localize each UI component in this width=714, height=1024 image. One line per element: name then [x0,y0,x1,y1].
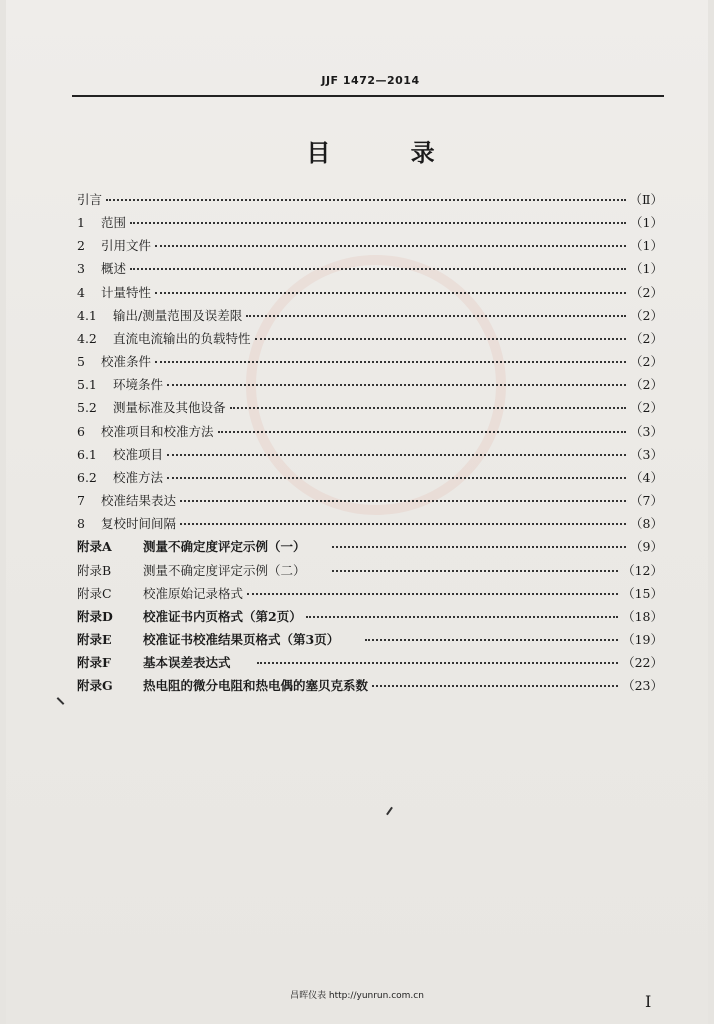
toc-entry-label: 校准方法 [113,469,164,485]
toc-entry-number: 4 [77,284,85,300]
toc-entry-title [77,213,126,231]
toc-entry-page: （2） [630,377,663,393]
toc-entry [77,468,663,491]
toc-entry [77,445,663,468]
toc-entry [77,537,663,560]
toc-entry [77,514,663,537]
toc-entry [77,283,663,306]
toc-entry-label: 引用文件 [101,238,152,254]
toc-entry-page: （22） [622,655,663,671]
toc-entry-number: 7 [77,493,85,509]
table-of-contents [77,190,663,699]
toc-entry-label: 热电阻的微分电阻和热电偶的塞贝克系数 [143,678,369,694]
toc-dot-leader [155,361,626,363]
toc-entry-page: （3） [630,446,663,462]
toc-entry-number: 附录D [77,608,113,624]
toc-entry-number: 附录A [77,539,112,555]
toc-entry-title [77,398,226,416]
toc-entry-page: （15） [622,585,663,601]
toc-entry-label: 直流电流输出的负载特性 [113,330,251,346]
toc-entry-title [77,607,302,625]
toc-entry-title [77,375,163,393]
toc-dot-leader [230,407,627,409]
toc-entry-page: （Ⅱ） [629,192,663,207]
toc-entry-page: （4） [630,469,663,485]
toc-entry-label: 范围 [101,215,127,231]
toc-entry [77,422,663,445]
toc-entry-page: （9） [630,539,663,555]
toc-entry [77,630,663,653]
toc-entry-page: （2） [630,400,663,416]
toc-entry-title [77,514,176,532]
toc-entry-page: （2） [630,330,663,346]
toc-entry-title [77,630,339,648]
toc-entry-title [77,236,151,254]
toc-dot-leader [255,338,627,340]
page-number: I [645,992,652,1011]
toc-dot-leader [180,500,626,502]
toc-entry-label: 基本误差表达式 [143,655,231,671]
toc-entry-label: 校准证书校准结果页格式（第3页） [143,631,340,647]
toc-dot-leader [332,570,619,572]
toc-dot-leader [306,616,618,618]
toc-entry-number: 5.1 [77,377,97,393]
toc-entry-number: 2 [77,238,85,254]
toc-entry-label: 校准条件 [101,354,152,370]
toc-entry-number: 附录G [77,678,113,694]
toc-entry-page: （2） [630,354,663,370]
page-title: 目 录 [306,138,471,167]
toc-entry-title [77,491,176,509]
toc-entry-number: 4.2 [77,330,97,346]
toc-dot-leader [257,662,619,664]
footer-url: 昌晖仪表 http://yunrun.com.cn [290,991,424,1001]
toc-entry-page: （23） [622,678,663,694]
toc-entry-number: 附录B [77,562,112,578]
toc-entry-title [77,352,151,370]
toc-entry-label: 测量标准及其他设备 [113,400,226,416]
toc-dot-leader [247,593,618,595]
toc-entry-label: 复校时间间隔 [101,516,177,532]
toc-dot-leader [167,384,626,386]
toc-entry-title [77,468,163,486]
toc-entry [77,213,663,236]
toc-entry [77,653,663,676]
toc-entry [77,676,663,699]
toc-dot-leader [372,685,618,687]
toc-entry [77,375,663,398]
toc-entry-page: （2） [630,284,663,300]
toc-entry-title [77,653,231,671]
toc-entry-title [77,445,163,463]
toc-entry-number: 附录E [77,631,112,647]
toc-entry-number: 5.2 [77,400,97,416]
toc-entry-title [77,329,251,347]
toc-dot-leader [167,454,626,456]
toc-entry-page: （18） [622,608,663,624]
toc-entry-label: 校准证书内页格式（第2页） [143,608,302,624]
toc-entry-label: 校准项目和校准方法 [101,423,214,439]
toc-entry [77,584,663,607]
toc-entry-number: 4.1 [77,307,97,323]
toc-entry-number: 8 [77,516,85,532]
toc-entry-number: 5 [77,354,85,370]
toc-entry-page: （8） [630,516,663,532]
toc-entry [77,398,663,421]
toc-entry-title [77,561,306,579]
toc-entry [77,607,663,630]
toc-entry [77,352,663,375]
toc-entry-title [77,584,243,602]
toc-dot-leader [246,315,626,317]
toc-entry-number: 3 [77,261,85,277]
toc-entry-label: 环境条件 [113,377,164,393]
toc-entry-title [77,306,242,324]
toc-entry-number: 附录C [77,585,112,601]
toc-entry-number: 附录F [77,655,111,671]
toc-dot-leader [155,292,626,294]
toc-entry-page: （2） [630,307,663,323]
toc-dot-leader [218,431,627,433]
toc-entry-page: （1） [630,261,663,277]
toc-entry-title [77,537,306,555]
toc-entry-number: 6.1 [77,446,97,462]
toc-entry-label: 校准原始记录格式 [143,585,244,601]
header-divider [72,95,664,97]
toc-entry-number: 6.2 [77,469,97,485]
toc-entry [77,329,663,352]
toc-entry-page: （3） [630,423,663,439]
toc-entry-label: 引言 [77,192,103,207]
toc-entry-title [77,676,368,694]
toc-entry [77,259,663,282]
toc-entry-page: （1） [630,215,663,231]
toc-entry [77,561,663,584]
toc-entry-label: 测量不确定度评定示例（二） [143,562,306,578]
toc-dot-leader [130,268,626,270]
toc-entry-page: （1） [630,238,663,254]
toc-dot-leader [106,199,625,201]
toc-entry-number: 1 [77,215,85,231]
toc-entry [77,306,663,329]
toc-entry [77,190,663,213]
toc-entry-label: 计量特性 [101,284,152,300]
toc-entry-page: （7） [630,493,663,509]
toc-entry-page: （12） [622,562,663,578]
toc-entry-title [77,422,214,440]
toc-entry [77,236,663,259]
toc-dot-leader [167,477,626,479]
toc-dot-leader [332,546,627,548]
toc-entry [77,491,663,514]
toc-entry-label: 概述 [101,261,127,277]
toc-dot-leader [155,245,626,247]
toc-dot-leader [130,222,626,224]
standard-code-header: JJF 1472—2014 [321,74,420,87]
toc-entry-label: 测量不确定度评定示例（一） [143,539,306,555]
toc-dot-leader [180,523,626,525]
toc-entry-label: 校准结果表达 [101,493,177,509]
toc-entry-title [77,259,126,277]
toc-entry-title [77,283,151,301]
toc-entry-number: 6 [77,423,85,439]
toc-entry-label: 校准项目 [113,446,164,462]
toc-dot-leader [365,639,618,641]
toc-entry-title [77,190,102,208]
toc-entry-page: （19） [622,631,663,647]
toc-entry-label: 输出/测量范围及误差限 [113,307,243,323]
